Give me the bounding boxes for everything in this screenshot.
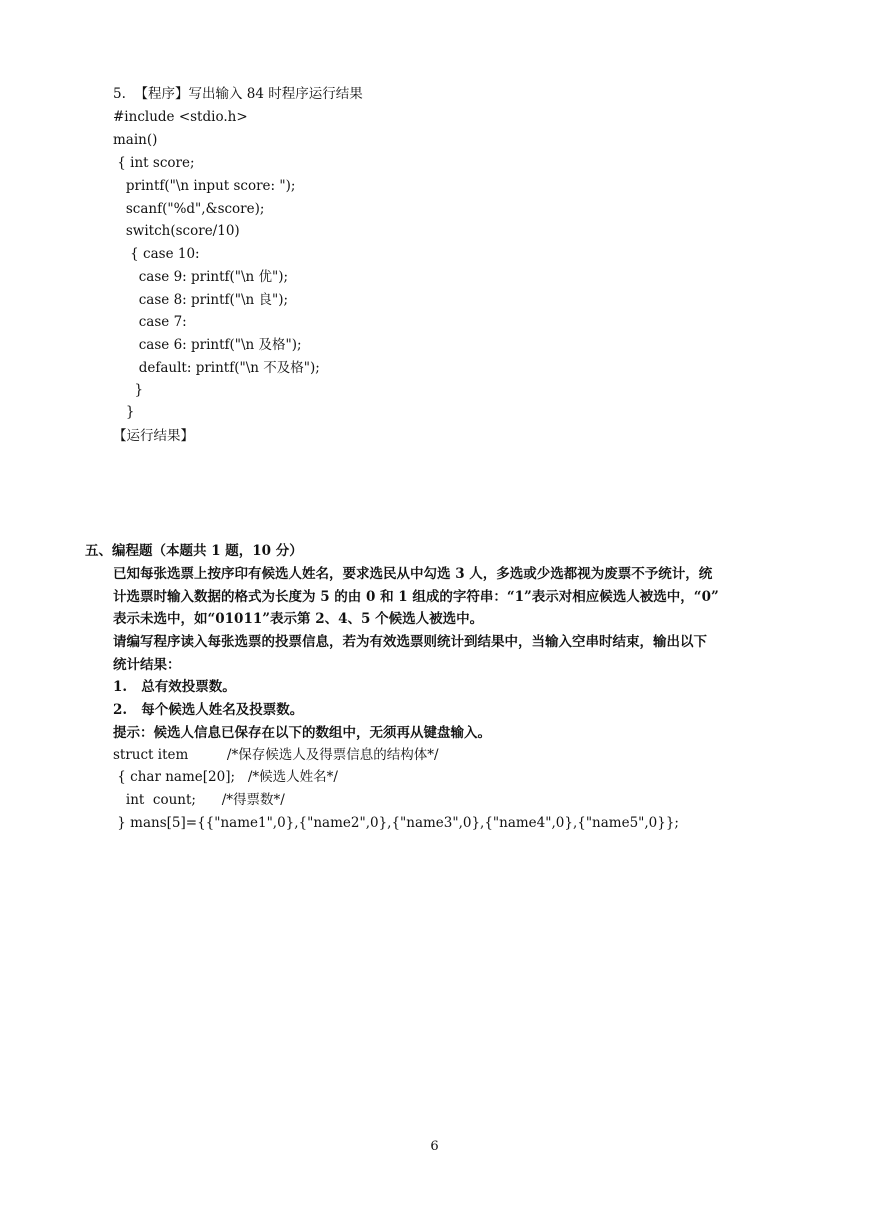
struct-code-line: int count; /*得票数*/ — [113, 792, 285, 808]
struct-code-line: struct item /*保存候选人及得票信息的结构体*/ — [113, 747, 439, 763]
q5-result-label: 【运行结果】 — [113, 428, 194, 444]
paragraph-line: 统计结果： — [113, 657, 181, 673]
struct-code-line: { char name[20]; /*候选人姓名*/ — [113, 769, 338, 785]
q5-code-line: case 7: — [113, 314, 187, 330]
list-item: 2. 每个候选人姓名及投票数。 — [113, 702, 304, 718]
q5-code-line: case 9: printf("\n 优"); — [113, 269, 289, 285]
q5-title: 5. 【程序】写出输入 84 时程序运行结果 — [113, 86, 363, 102]
paragraph-line: 表示未选中，如“01011”表示第 2、4、5 个候选人被选中。 — [113, 611, 484, 627]
paragraph-line: 请编写程序读入每张选票的投票信息，若为有效选票则统计到结果中，当输入空串时结束，输出以下 — [113, 634, 707, 650]
q5-code-line: #include <stdio.h> — [113, 109, 248, 125]
paragraph-line: 已知每张选票上按序印有候选人姓名，要求选民从中勾选 3 人，多选或少选都视为废票不予统计，统 — [113, 566, 713, 582]
q5-code-line: case 8: printf("\n 良"); — [113, 292, 289, 308]
q5-code-line: default: printf("\n 不及格"); — [113, 360, 320, 376]
q5-code-line: { case 10: — [113, 246, 200, 262]
q5-code-line: switch(score/10) — [113, 223, 240, 239]
q5-code-line: case 6: printf("\n 及格"); — [113, 337, 302, 353]
q5-code-line: main() — [113, 132, 158, 148]
paragraph-line: 计选票时输入数据的格式为长度为 5 的由 0 和 1 组成的字符串：“1”表示对相应候选人被选中，“0” — [113, 589, 719, 605]
q5-code-line: { int score; — [113, 155, 195, 171]
page-number: 6 — [430, 1139, 439, 1154]
section-heading: 五、编程题（本题共 1 题，10 分） — [85, 543, 303, 559]
q5-code-line: } — [113, 382, 144, 398]
struct-code-line: } mans[5]={{"name1",0},{"name2",0},{"name3",0},{"name4",0},{"name5",0}}; — [113, 815, 679, 831]
list-item: 1. 总有效投票数。 — [113, 679, 236, 695]
q5-code-line: } — [113, 404, 135, 420]
q5-code-line: scanf("%d",&score); — [113, 201, 265, 217]
q5-code-line: printf("\n input score: "); — [113, 178, 296, 194]
hint-text: 提示：候选人信息已保存在以下的数组中，无须再从键盘输入。 — [113, 725, 491, 741]
